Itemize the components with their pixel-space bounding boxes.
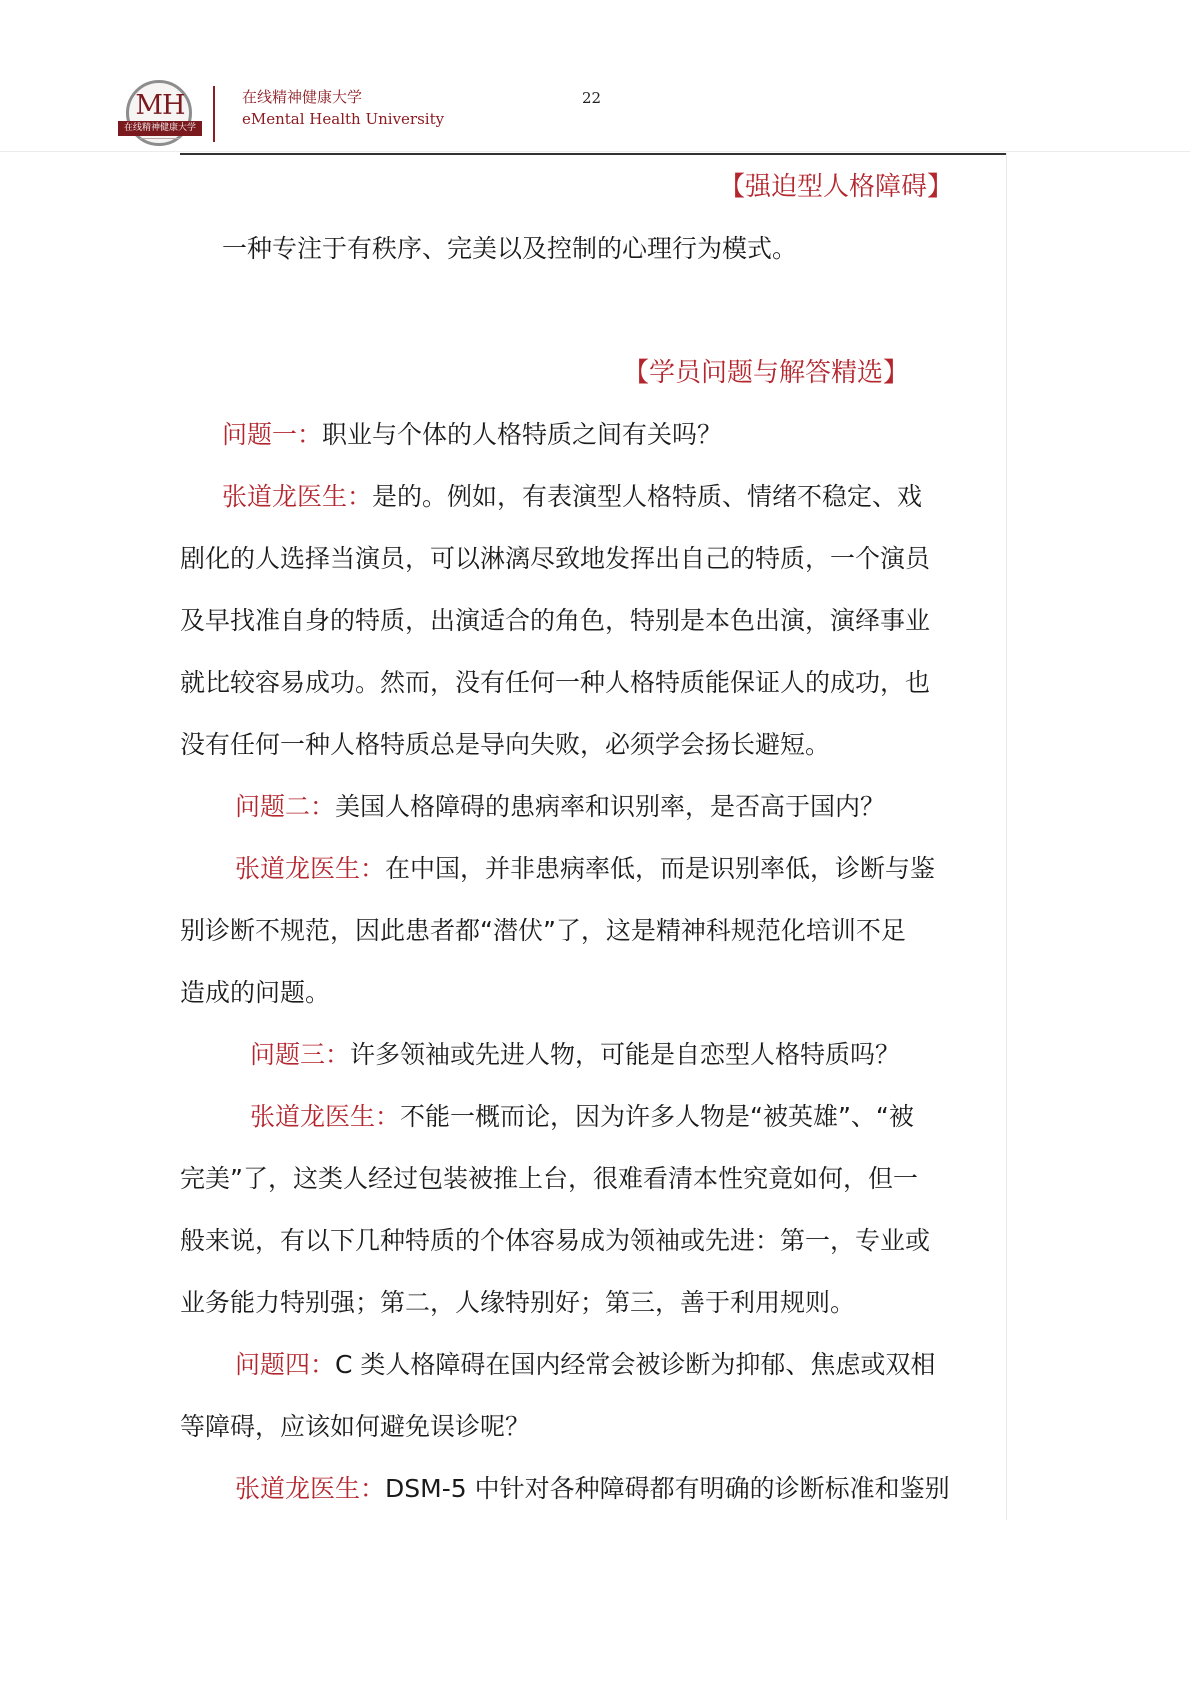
answer-3-line-1 <box>250 1102 914 1132</box>
university-logo <box>118 80 202 150</box>
question-label: 问题三： <box>250 1040 351 1069</box>
answer-4-line-1 <box>235 1474 950 1504</box>
answer-label: 张道龙医生： <box>250 1102 401 1131</box>
right-margin-rule <box>1006 153 1007 1520</box>
question-4-line-2: 等障碍，应该如何避免误诊呢？ <box>180 1412 531 1441</box>
question-text: 美国人格障碍的患病率和识别率，是否高于国内？ <box>335 792 886 821</box>
question-label: 问题四： <box>235 1350 336 1379</box>
question-1 <box>222 420 722 450</box>
definition-text: 一种专注于有秩序、完美以及控制的心理行为模式。 <box>222 234 798 263</box>
logo-ribbon: 在线精神健康大学 <box>118 121 202 136</box>
section-title-ocpd: 【强迫型人格障碍】 <box>719 172 954 202</box>
answer-text: DSM-5 中针对各种障碍都有明确的诊断标准和鉴别 <box>385 1474 950 1503</box>
question-3 <box>250 1040 900 1070</box>
section-title-qa: 【学员问题与解答精选】 <box>623 358 910 388</box>
question-label: 问题二： <box>235 792 336 821</box>
answer-1-line-1 <box>222 482 922 512</box>
page-number: 22 <box>582 89 602 107</box>
question-label: 问题一： <box>222 420 323 449</box>
answer-label: 张道龙医生： <box>235 854 386 883</box>
answer-3-line-4: 业务能力特别强；第二，人缘特别好；第三，善于利用规则。 <box>180 1288 856 1317</box>
header-rule <box>180 153 1007 155</box>
university-name-cn: 在线精神健康大学 <box>242 88 363 106</box>
answer-2-line-1 <box>235 854 935 884</box>
answer-3-line-2: 完美”了，这类人经过包装被推上台，很难看清本性究竟如何，但一 <box>180 1164 918 1193</box>
answer-2-line-3: 造成的问题。 <box>180 978 331 1007</box>
answer-text: 在中国，并非患病率低，而是识别率低，诊断与鉴 <box>385 854 936 883</box>
question-text: C 类人格障碍在国内经常会被诊断为抑郁、焦虑或双相 <box>335 1350 936 1379</box>
answer-text: 是的。例如，有表演型人格特质、情绪不稳定、戏 <box>372 482 923 511</box>
answer-3-line-3: 般来说，有以下几种特质的个体容易成为领袖或先进：第一，专业或 <box>180 1226 931 1255</box>
header-divider <box>213 86 215 142</box>
university-name-en: eMental Health University <box>242 110 445 128</box>
question-text: 职业与个体的人格特质之间有关吗？ <box>322 420 723 449</box>
logo-underline <box>140 138 180 143</box>
logo-mh-text: MH <box>135 90 185 121</box>
answer-1-line-2: 剧化的人选择当演员，可以淋漓尽致地发挥出自己的特质，一个演员 <box>180 544 931 573</box>
question-2 <box>235 792 885 822</box>
header-faint-line <box>0 151 1190 152</box>
answer-text: 不能一概而论，因为许多人物是“被英雄”、“被 <box>400 1102 914 1131</box>
answer-1-line-5: 没有任何一种人格特质总是导向失败，必须学会扬长避短。 <box>180 730 831 759</box>
answer-label: 张道龙医生： <box>222 482 373 511</box>
answer-label: 张道龙医生： <box>235 1474 386 1503</box>
question-text: 许多领袖或先进人物，可能是自恋型人格特质吗？ <box>350 1040 901 1069</box>
answer-1-line-3: 及早找准自身的特质，出演适合的角色，特别是本色出演，演绎事业 <box>180 606 931 635</box>
answer-2-line-2: 别诊断不规范，因此患者都“潜伏”了，这是精神科规范化培训不足 <box>180 916 906 945</box>
question-4-line-1 <box>235 1350 935 1380</box>
answer-1-line-4: 就比较容易成功。然而，没有任何一种人格特质能保证人的成功，也 <box>180 668 931 697</box>
